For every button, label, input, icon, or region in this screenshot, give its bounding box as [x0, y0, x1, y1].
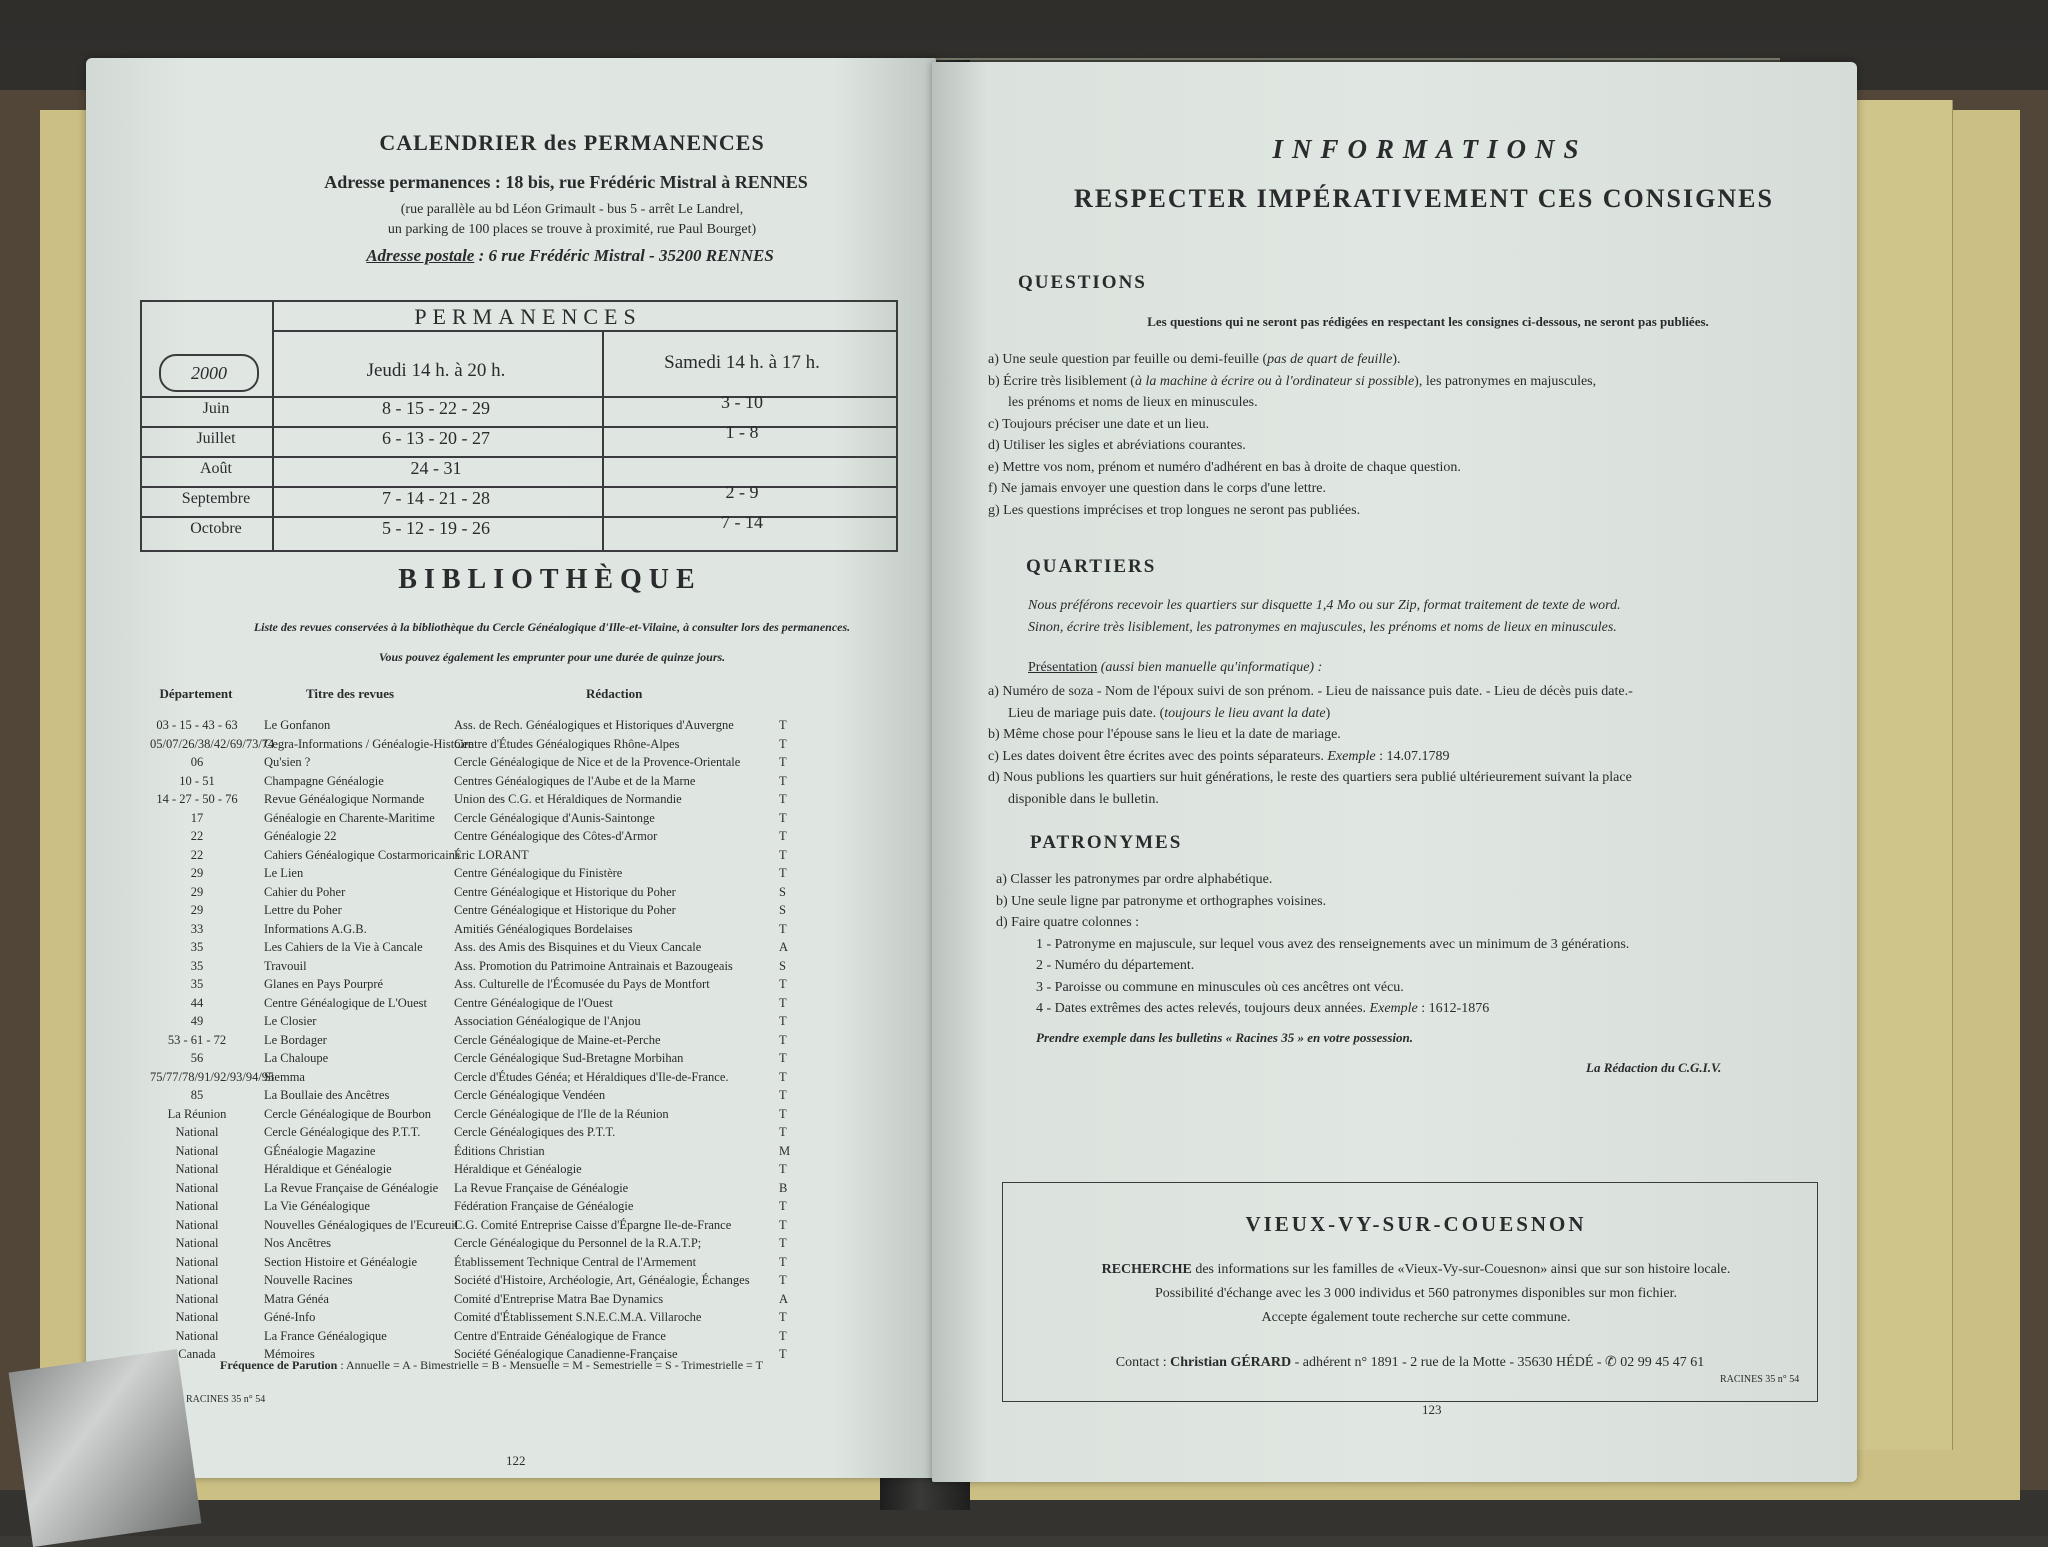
revue-departement: 29 — [190, 866, 204, 880]
revue-departement: 29 — [190, 903, 204, 917]
instruction-italic: toujours le lieu avant la date — [1164, 705, 1326, 721]
month-juin: Juin — [202, 400, 230, 417]
instruction-text: b) Même chose pour l'épouse sans le lieu et la date de mariage. — [988, 727, 1341, 742]
revue-titre: La Boullaie des Ancêtres — [264, 1088, 390, 1102]
revue-frequence: M — [779, 1143, 791, 1158]
quartiers-intro-1: Nous préférons recevoir les quartiers sur disquette 1,4 Mo ou sur Zip, format traitement de texte de word. — [1028, 598, 1621, 613]
revue-frequence: T — [779, 736, 787, 751]
instruction-italic: Exemple — [1369, 1001, 1418, 1016]
frequency-values: : Annuelle = A - Bimestrielle = B - Mensuelle = M - Semestrielle = S - Trimestrielle = T — [337, 1358, 763, 1372]
revue-redaction: Société Généalogique Canadienne-Française — [454, 1347, 678, 1361]
quartiers-heading: QUARTIERS — [1026, 556, 1157, 577]
revue-frequence: S — [779, 958, 786, 973]
revue-titre: Cercle Généalogique des P.T.T. — [264, 1125, 421, 1139]
revue-departement: Canada — [178, 1347, 216, 1361]
vieux-vy-line-2: Possibilité d'échange avec les 3 000 individus et 560 patronymes disponibles sur mon fichier. — [1155, 1286, 1677, 1301]
revue-titre: La Chaloupe — [264, 1051, 329, 1065]
revue-frequence: T — [779, 1254, 787, 1269]
permanences-header: PERMANENCES — [414, 304, 642, 329]
instruction-text: 2 - Numéro du département. — [1036, 958, 1195, 973]
revue-frequence: T — [779, 1199, 787, 1213]
page-edges-2 — [1876, 100, 1899, 1450]
revue-frequence: T — [779, 1125, 787, 1139]
revue-frequence: T — [779, 921, 787, 936]
revue-departement: 29 — [190, 884, 204, 899]
page-edges-5 — [1936, 100, 1953, 1450]
revue-departement: National — [175, 1254, 219, 1269]
revue-row — [86, 755, 936, 773]
revue-row — [86, 1125, 936, 1143]
contact-name: Christian GÉRARD — [1170, 1355, 1292, 1370]
revue-redaction: Établissement Technique Central de l'Armement — [454, 1254, 697, 1269]
revue-frequence: T — [779, 1328, 787, 1343]
revue-departement: National — [175, 1125, 219, 1139]
instruction-line — [988, 727, 1341, 743]
right-page — [932, 62, 1857, 1482]
revue-titre: GÉnéalogie Magazine — [264, 1143, 376, 1158]
instruction-tail: : 14.07.1789 — [1375, 748, 1450, 764]
month-juillet: Juillet — [196, 430, 236, 447]
revue-titre: Lettre du Poher — [264, 903, 342, 917]
instruction-text: les prénoms et noms de lieux en minuscules. — [1008, 395, 1258, 410]
instruction-tail: ), les patronymes en majuscules, — [1414, 373, 1597, 389]
revue-titre: Section Histoire et Généalogie — [264, 1254, 418, 1269]
revue-frequence: T — [779, 1217, 787, 1232]
instruction-tail: ) — [1325, 705, 1331, 721]
revue-titre: Nouvelle Racines — [264, 1273, 353, 1287]
instruction-line — [1036, 958, 1194, 974]
revue-row — [86, 1162, 936, 1180]
revue-frequence: T — [779, 792, 787, 806]
revue-row — [86, 1051, 936, 1069]
instruction-line — [988, 749, 1449, 765]
revue-titre: Le Bordager — [264, 1032, 327, 1047]
revue-row — [86, 1329, 936, 1347]
recherche-label: RECHERCHE — [1101, 1262, 1192, 1277]
revue-titre: Généalogie 22 — [264, 829, 337, 843]
revue-titre: Informations A.G.B. — [264, 921, 367, 936]
vieux-vy-title: VIEUX-VY-SUR-COUESNON — [1245, 1212, 1587, 1236]
month-septembre: Septembre — [181, 490, 251, 507]
revue-row — [86, 996, 936, 1014]
revue-titre: Mémoires — [264, 1347, 315, 1361]
metal-clip — [9, 1349, 202, 1547]
saturday-column-header: Samedi 14 h. à 17 h. — [664, 352, 820, 373]
informations-title: INFORMATIONS — [1272, 134, 1588, 164]
revue-row — [86, 811, 936, 829]
instruction-line — [988, 460, 1461, 476]
left-page — [86, 58, 936, 1478]
thursday-aout: 24 - 31 — [410, 458, 462, 478]
revue-redaction: Comité d'Entreprise Matra Bae Dynamics — [454, 1291, 664, 1306]
revue-redaction: Centre Généalogique et Historique du Poher — [454, 903, 676, 917]
footer-racines-right: RACINES 35 n° 54 — [1720, 1374, 1800, 1385]
patronymes-example-note: Prendre exemple dans les bulletins « Racines 35 » en votre possession. — [1036, 1030, 1413, 1045]
revue-row — [86, 959, 936, 977]
revue-titre: La France Généalogique — [264, 1328, 387, 1343]
revue-titre: Cahier du Poher — [264, 884, 346, 899]
instruction-italic: à la machine à écrire ou à l'ordinateur si possible — [1134, 373, 1415, 389]
revue-frequence: T — [779, 1014, 787, 1028]
revue-departement: National — [175, 1310, 219, 1324]
instruction-tail: : 1612-1876 — [1417, 1001, 1490, 1016]
revue-departement: National — [175, 1217, 219, 1232]
revue-redaction: Héraldique et Généalogie — [454, 1162, 582, 1176]
revue-departement: National — [175, 1273, 219, 1287]
revue-row — [86, 718, 936, 736]
revue-departement: 56 — [190, 1051, 204, 1065]
saturday-octobre: 7 - 14 — [721, 512, 763, 532]
revue-frequence: T — [779, 1051, 787, 1065]
revue-departement: 22 — [190, 829, 204, 843]
revue-titre: Héraldique et Généalogie — [264, 1162, 392, 1176]
footer-racines-left: RACINES 35 n° 54 — [186, 1394, 266, 1405]
instruction-text: f) Ne jamais envoyer une question dans le corps d'une lettre. — [988, 481, 1327, 496]
revue-departement: 06 — [190, 755, 204, 769]
revue-redaction: Centres Généalogiques de l'Aube et de la Marne — [454, 773, 696, 788]
revue-frequence: T — [779, 1273, 787, 1287]
revue-titre: Le Gonfanon — [264, 718, 331, 732]
revue-departement: 49 — [190, 1014, 204, 1028]
instruction-line — [996, 915, 1139, 931]
revue-redaction: Centre Généalogique du Finistère — [454, 866, 623, 880]
revue-row — [86, 792, 936, 810]
instruction-line — [996, 872, 1272, 888]
revue-departement: 44 — [190, 995, 204, 1010]
revue-redaction: Cercle Généalogique de Nice et de la Provence-Orientale — [454, 755, 741, 769]
instruction-text: a) Classer les patronymes par ordre alphabétique. — [996, 872, 1273, 887]
vieux-vy-line-3: Accepte également toute recherche sur cette commune. — [1261, 1310, 1571, 1325]
revue-row — [86, 1033, 936, 1051]
instruction-line — [1036, 980, 1404, 996]
instruction-text: disponible dans le bulletin. — [1008, 791, 1159, 807]
revue-frequence: T — [779, 718, 787, 732]
revue-titre: Qu'sien ? — [264, 755, 311, 769]
revue-frequence: T — [779, 977, 787, 991]
revue-frequence: S — [779, 903, 786, 917]
revue-departement: National — [175, 1236, 219, 1250]
instruction-italic: pas de quart de feuille — [1267, 352, 1393, 367]
postal-value: : 6 rue Frédéric Mistral - 35200 RENNES — [474, 246, 774, 265]
revue-frequence: T — [779, 810, 787, 825]
instruction-line — [988, 503, 1360, 519]
revue-frequence: T — [779, 1347, 787, 1361]
revue-frequence: T — [779, 829, 787, 843]
revue-titre: Le Closier — [264, 1014, 317, 1028]
saturday-septembre: 2 - 9 — [725, 482, 759, 502]
thursday-juin: 8 - 15 - 22 - 29 — [382, 398, 490, 418]
revue-redaction: Centre Généalogique des Côtes-d'Armor — [454, 829, 658, 843]
revue-titre: Cercle Généalogique de Bourbon — [264, 1106, 431, 1121]
revue-row — [86, 1107, 936, 1125]
revue-frequence: A — [779, 940, 789, 954]
instruction-line — [1008, 395, 1258, 411]
revue-titre: Cahiers Généalogique Costarmoricains — [264, 847, 460, 862]
revue-redaction: Ass. des Amis des Bisquines et du Vieux Cancale — [454, 940, 702, 954]
instruction-line — [988, 770, 1632, 786]
revue-titre: Les Cahiers de la Vie à Cancale — [264, 940, 423, 954]
instruction-line — [1008, 706, 1330, 722]
revue-row — [86, 866, 936, 884]
instruction-line — [996, 894, 1326, 910]
revue-row — [86, 1014, 936, 1032]
revue-redaction: Cercle Généalogique Vendéen — [454, 1088, 606, 1102]
instruction-text: b) Écrire très lisiblement ( — [988, 373, 1135, 389]
revue-row — [86, 737, 936, 755]
instruction-text: a) Une seule question par feuille ou demi-feuille ( — [988, 352, 1268, 367]
revue-redaction: Cercle Généalogique Sud-Bretagne Morbihan — [454, 1051, 684, 1065]
revue-row — [86, 922, 936, 940]
revue-departement: National — [175, 1291, 219, 1306]
revue-row — [86, 940, 936, 958]
bibliotheque-title: BIBLIOTHÈQUE — [398, 564, 702, 595]
revue-row — [86, 774, 936, 792]
page-edges-4 — [1918, 100, 1937, 1450]
revue-departement: 17 — [190, 810, 204, 825]
revue-redaction: Fédération Française de Généalogie — [454, 1199, 634, 1213]
presentation-label: Présentation — [1028, 660, 1098, 675]
revue-departement: 10 - 51 — [179, 773, 215, 788]
revue-departement: National — [175, 1180, 219, 1195]
instruction-text: b) Une seule ligne par patronyme et orthographes voisines. — [996, 893, 1327, 909]
col-header-redaction: Rédaction — [586, 686, 643, 701]
revue-departement: 85 — [190, 1088, 204, 1102]
revue-departement: 53 - 61 - 72 — [167, 1032, 227, 1047]
page-edges-3 — [1898, 100, 1919, 1450]
revue-titre: Cegra-Informations / Généalogie-Histoire — [264, 736, 474, 751]
revue-frequence: T — [779, 1106, 787, 1121]
revue-row — [86, 885, 936, 903]
month-aout: Août — [200, 460, 232, 477]
revue-row — [86, 1236, 936, 1254]
revue-frequence: T — [779, 847, 787, 862]
revue-redaction: Cercle d'Études Généa; et Héraldiques d'Ile-de-France. — [454, 1069, 729, 1084]
questions-note: Les questions qui ne seront pas rédigées en respectant les consignes ci-dessous, ne seront pas publiées. — [1147, 314, 1709, 329]
patronymes-heading: PATRONYMES — [1030, 832, 1183, 853]
revue-redaction: Cercle Généalogique du Personnel de la R.A.T.P; — [454, 1236, 702, 1250]
revue-departement: 33 — [190, 921, 204, 936]
revue-row — [86, 848, 936, 866]
revue-titre: La Revue Française de Généalogie — [264, 1180, 439, 1195]
revue-titre: Glanes en Pays Pourpré — [264, 977, 384, 991]
revue-redaction: Centre Généalogique et Historique du Poher — [454, 884, 676, 899]
revue-titre: Travouil — [264, 958, 307, 973]
revue-frequence: T — [779, 773, 787, 788]
revue-titre: Géné-Info — [264, 1310, 316, 1324]
revue-frequence: B — [779, 1180, 788, 1195]
instruction-italic: Exemple — [1327, 748, 1376, 764]
instruction-line — [988, 438, 1246, 454]
revue-frequence: T — [779, 995, 787, 1010]
vieux-vy-recherche — [1102, 1262, 1731, 1278]
revue-redaction: Ass. Culturelle de l'Écomusée du Pays de Montfort — [454, 977, 710, 991]
revue-titre: Matra Généa — [264, 1291, 329, 1306]
revue-redaction: La Revue Française de Généalogie — [454, 1180, 629, 1195]
revue-titre: Champagne Généalogie — [264, 773, 384, 788]
saturday-juillet: 1 - 8 — [725, 422, 759, 442]
revue-row — [86, 1310, 936, 1328]
instruction-text: 4 - Dates extrêmes des actes relevés, toujours deux années. — [1036, 1001, 1370, 1016]
instruction-line — [1008, 792, 1159, 808]
revue-titre: Revue Généalogique Normande — [264, 792, 425, 806]
revue-row — [86, 1199, 936, 1217]
revue-departement: 75/77/78/91/92/93/94/95 — [150, 1069, 275, 1084]
address-note-2: un parking de 100 places se trouve à proximité, rue Paul Bourget) — [387, 222, 757, 237]
instruction-text: d) Utiliser les sigles et abréviations courantes. — [988, 438, 1246, 453]
month-octobre: Octobre — [190, 520, 242, 537]
revue-row — [86, 1255, 936, 1273]
calendar-title: CALENDRIER des PERMANENCES — [379, 130, 765, 155]
revue-redaction: Éditions Christian — [454, 1143, 545, 1158]
revue-frequence: T — [779, 1310, 787, 1324]
postal-address — [366, 246, 774, 266]
revue-redaction: C.G. Comité Entreprise Caisse d'Épargne Ile-de-France — [454, 1217, 732, 1232]
revue-redaction: Centre d'Études Généalogiques Rhône-Alpes — [454, 736, 680, 751]
revue-redaction: Centre d'Entraide Généalogique de France — [454, 1328, 666, 1343]
revue-departement: National — [175, 1199, 219, 1213]
revue-frequence: S — [779, 884, 786, 899]
revue-redaction: Société d'Histoire, Archéologie, Art, Généalogie, Échanges — [454, 1273, 750, 1287]
revue-titre: Nos Ancêtres — [264, 1236, 331, 1250]
saturday-juin: 3 - 10 — [721, 392, 763, 412]
revue-row — [86, 1273, 936, 1291]
revue-frequence: T — [779, 755, 787, 769]
thursday-septembre: 7 - 14 - 21 - 28 — [382, 488, 490, 508]
revue-row — [86, 1070, 936, 1088]
thursday-column-header: Jeudi 14 h. à 20 h. — [366, 360, 506, 381]
revue-frequence: T — [779, 1236, 787, 1250]
revue-redaction: Centre Généalogique de l'Ouest — [454, 995, 613, 1010]
revue-row — [86, 1181, 936, 1199]
revue-departement: National — [175, 1328, 219, 1343]
instruction-text: d) Nous publions les quartiers sur huit générations, le reste des quartiers sera publié ultérieurement suivant la place — [988, 770, 1632, 785]
page-number-left: 122 — [506, 1453, 526, 1468]
revue-frequence: A — [779, 1291, 789, 1306]
revue-departement: 35 — [190, 977, 204, 991]
bibliotheque-desc-1: Liste des revues conservées à la bibliothèque du Cercle Généalogique d'Ille-et-Vilaine, à consulter lors des permanences. — [253, 620, 851, 634]
questions-heading: QUESTIONS — [1018, 272, 1147, 293]
instruction-text: e) Mettre vos nom, prénom et numéro d'adhérent en bas à droite de chaque question. — [988, 459, 1461, 475]
year-badge: 2000 — [159, 354, 259, 392]
col-header-departement: Département — [159, 686, 233, 701]
revue-row — [86, 1292, 936, 1310]
instruction-line — [988, 352, 1401, 368]
revue-row — [86, 829, 936, 847]
bibliotheque-desc-2: Vous pouvez également les emprunter pour une durée de quinze jours. — [378, 650, 726, 664]
revue-titre: Nouvelles Généalogiques de l'Ecureuil — [264, 1217, 459, 1232]
revue-row — [86, 1088, 936, 1106]
revue-redaction: Association Généalogique de l'Anjou — [454, 1014, 641, 1028]
quartiers-intro-2: Sinon, écrire très lisiblement, les patronymes en majuscules, les prénoms et noms de lieux en minuscules. — [1028, 620, 1617, 635]
address-note-1: (rue parallèle au bd Léon Grimault - bus 5 - arrêt Le Landrel, — [400, 202, 744, 217]
revue-departement: La Réunion — [167, 1106, 227, 1121]
revue-frequence: T — [779, 1032, 787, 1047]
revue-frequence: T — [779, 866, 787, 880]
instruction-text: d) Faire quatre colonnes : — [996, 915, 1140, 930]
recherche-text: des informations sur les familles de «Vieux-Vy-sur-Couesnon» ainsi que sur son histoire locale. — [1191, 1262, 1731, 1277]
revue-frequence: T — [779, 1088, 787, 1102]
revue-redaction: Ass. de Rech. Généalogiques et Historiques d'Auvergne — [454, 718, 734, 732]
revue-row — [86, 1144, 936, 1162]
revue-redaction: Cercle Généalogique de Maine-et-Perche — [454, 1032, 661, 1047]
frequency-label: Fréquence de Parution — [220, 1358, 338, 1372]
instruction-text: 3 - Paroisse ou commune en minuscules où ces ancêtres ont vécu. — [1036, 979, 1404, 995]
redaction-signature: La Rédaction du C.G.I.V. — [1586, 1060, 1722, 1075]
postal-label: Adresse postale — [366, 246, 475, 265]
instruction-line — [988, 481, 1326, 497]
instruction-text: c) Toujours préciser une date et un lieu. — [988, 416, 1210, 432]
vieux-vy-contact — [1116, 1354, 1705, 1371]
revue-departement: National — [175, 1143, 219, 1158]
instruction-line — [988, 374, 1596, 390]
contact-details: - adhérent n° 1891 - 2 rue de la Motte - 35630 HÉDÉ - ✆ 02 99 45 47 61 — [1291, 1355, 1705, 1370]
col-header-titre: Titre des revues — [306, 686, 395, 701]
revue-row — [86, 903, 936, 921]
revue-departement: 14 - 27 - 50 - 76 — [156, 792, 238, 806]
revue-redaction: Comité d'Établissement S.N.E.C.M.A. Villaroche — [454, 1310, 702, 1324]
revue-redaction: Union des C.G. et Héraldiques de Normandie — [454, 792, 682, 806]
revue-redaction: Cercle Généalogiques des P.T.T. — [454, 1125, 616, 1139]
revue-row — [86, 1218, 936, 1236]
revue-redaction: Cercle Généalogique de l'Ile de la Réunion — [454, 1106, 669, 1121]
revue-row — [86, 977, 936, 995]
revue-redaction: Cercle Généalogique d'Aunis-Saintonge — [454, 810, 655, 825]
thursday-octobre: 5 - 12 - 19 - 26 — [382, 518, 490, 538]
revue-departement: 35 — [190, 940, 204, 954]
thursday-juillet: 6 - 13 - 20 - 27 — [382, 428, 490, 448]
revue-departement: 35 — [190, 958, 204, 973]
instruction-text: a) Numéro de soza - Nom de l'époux suivi de son prénom. - Lieu de naissance puis date. - Lieu de décès puis date.- — [988, 684, 1633, 699]
contact-label: Contact : — [1115, 1355, 1171, 1370]
frequency-legend — [220, 1358, 763, 1373]
revue-titre: Centre Généalogique de L'Ouest — [264, 995, 427, 1010]
instruction-line — [1036, 937, 1629, 953]
revue-frequence: T — [779, 1069, 787, 1084]
instruction-text: c) Les dates doivent être écrites avec des points séparateurs. — [988, 748, 1328, 764]
revue-redaction: Éric LORANT — [454, 847, 529, 862]
instruction-line — [988, 417, 1209, 433]
instruction-tail: ). — [1392, 352, 1401, 367]
revue-titre: Généalogie en Charente-Maritime — [264, 810, 435, 825]
instruction-text: g) Les questions imprécises et trop longues ne seront pas publiées. — [988, 502, 1361, 518]
revue-departement: 22 — [190, 847, 204, 862]
address-line: Adresse permanences : 18 bis, rue Frédéric Mistral à RENNES — [324, 172, 808, 192]
revue-frequence: T — [779, 1162, 787, 1176]
revue-departement: 05/07/26/38/42/69/73/74 — [150, 736, 275, 751]
revue-titre: La Vie Généalogique — [264, 1199, 370, 1213]
instruction-line — [988, 684, 1633, 700]
revue-titre: Stemma — [264, 1069, 305, 1084]
presentation-line — [1028, 660, 1322, 676]
revue-redaction: Amitiés Généalogiques Bordelaises — [454, 921, 633, 936]
presentation-note: (aussi bien manuelle qu'informatique) : — [1097, 660, 1323, 675]
instruction-text: Lieu de mariage puis date. ( — [1008, 705, 1165, 721]
revue-redaction: Ass. Promotion du Patrimoine Antrainais et Bazougeais — [454, 958, 733, 973]
permanences-table — [140, 300, 898, 552]
revue-departement: 03 - 15 - 43 - 63 — [156, 718, 238, 732]
revue-departement: National — [175, 1162, 219, 1176]
instruction-line — [1036, 1001, 1489, 1017]
instruction-text: 1 - Patronyme en majuscule, sur lequel vous avez des renseignements avec un minimum de 3 générations. — [1036, 936, 1630, 952]
page-number-right: 123 — [1422, 1402, 1442, 1417]
respecter-subtitle: RESPECTER IMPÉRATIVEMENT CES CONSIGNES — [1074, 184, 1774, 213]
revue-titre: Le Lien — [264, 866, 304, 880]
